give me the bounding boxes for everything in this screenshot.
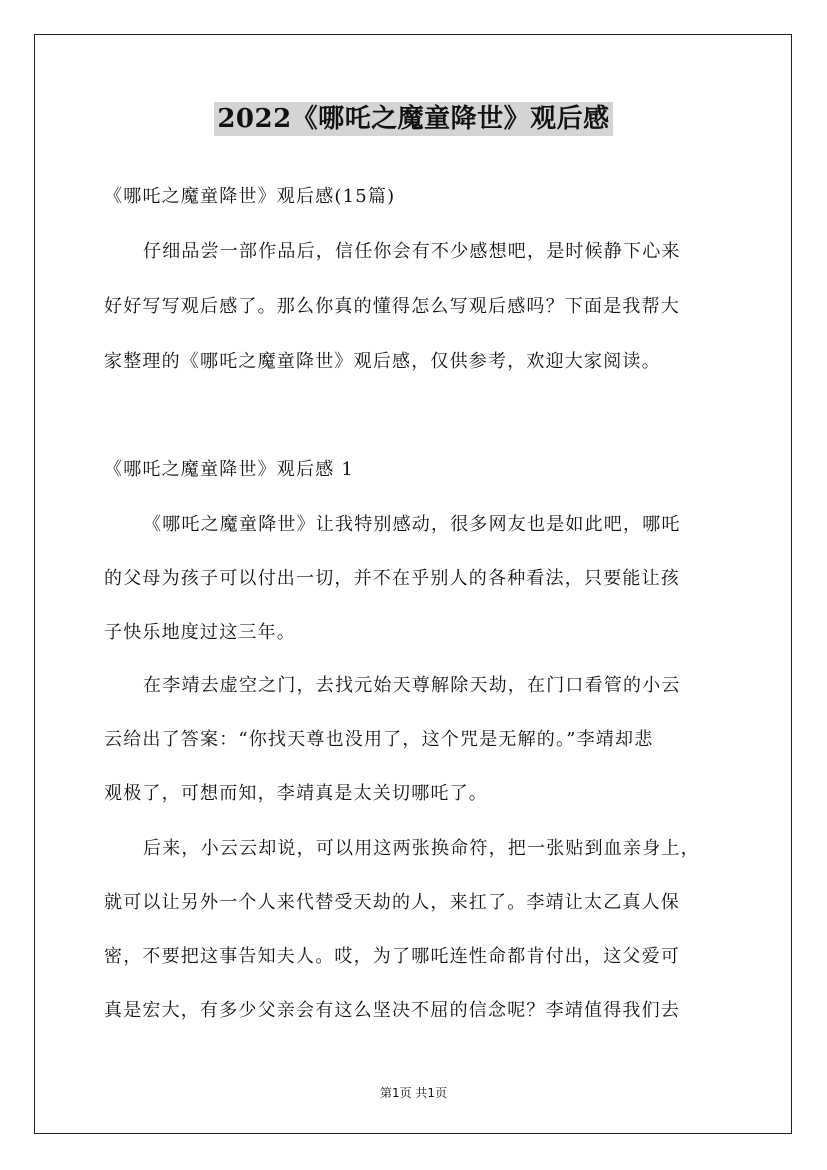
- intro-line: 家整理的《哪吒之魔童降世》观后感，仅供参考，欢迎大家阅读。: [104, 351, 661, 372]
- document-title: 2022《哪吒之魔童降世》观后感: [214, 102, 612, 136]
- paragraph-line: 云给出了答案：“你找天尊也没用了，这个咒是无解的。”李靖却悲: [104, 729, 654, 750]
- paragraph-line: 子快乐地度过这三年。: [104, 622, 296, 643]
- subtitle: 《哪吒之魔童降世》观后感(15篇): [104, 186, 396, 207]
- paragraph-line: 在李靖去虚空之门，去找元始天尊解除天劫，在门口看管的小云: [143, 675, 681, 696]
- paragraph-line: 密，不要把这事告知夫人。哎，为了哪吒连性命都肯付出，这父爱可: [104, 946, 680, 967]
- paragraph-line: 真是宏大，有多少父亲会有这么坚决不屈的信念呢？李靖值得我们去: [104, 1000, 680, 1021]
- paragraph-line: 的父母为孩子可以付出一切，并不在乎别人的各种看法，只要能让孩: [104, 568, 680, 589]
- paragraph-line: 就可以让另外一个人来代替受天劫的人，来扛了。李靖让太乙真人保: [104, 892, 680, 913]
- paragraph-line: 《哪吒之魔童降世》让我特别感动，很多网友也是如此吧，哪吒: [143, 514, 681, 535]
- paragraph-line: 观极了，可想而知，李靖真是太关切哪吒了。: [104, 783, 488, 804]
- page-number: 第1页 共1页: [379, 1086, 448, 1100]
- intro-line: 好好写写观后感了。那么你真的懂得怎么写观后感吗？下面是我帮大: [104, 296, 680, 317]
- document-title-container: [0, 98, 827, 135]
- intro-line: 仔细品尝一部作品后，信任你会有不少感想吧，是时候静下心来: [143, 241, 681, 262]
- section-heading: 《哪吒之魔童降世》观后感 1: [104, 459, 354, 480]
- paragraph-line: 后来，小云云却说，可以用这两张换命符，把一张贴到血亲身上，: [143, 838, 700, 859]
